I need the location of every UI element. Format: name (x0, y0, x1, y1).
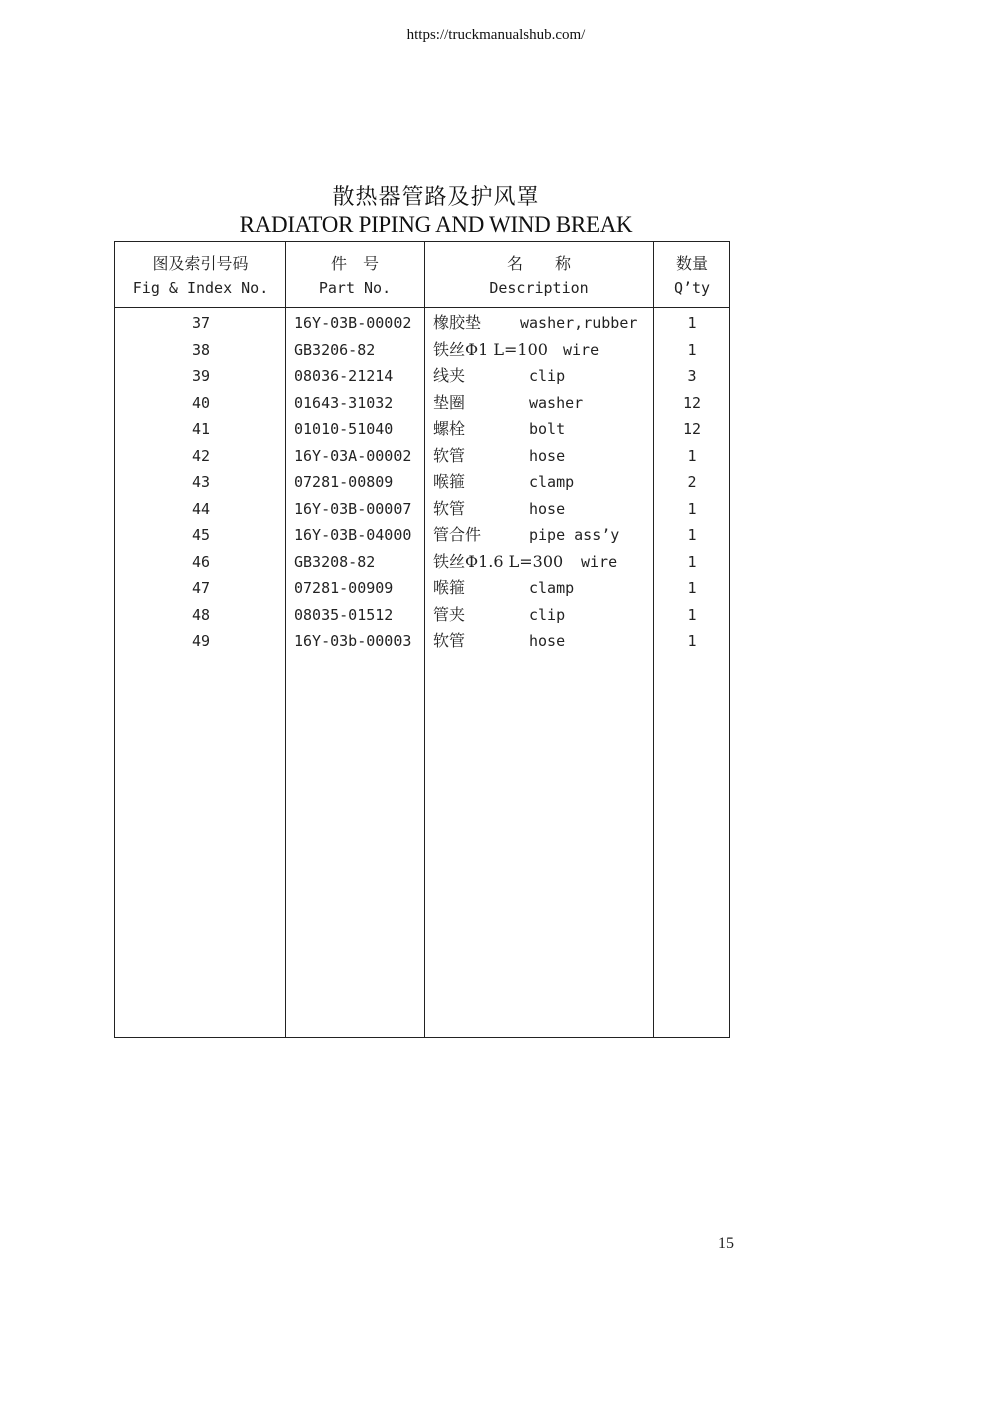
description-cn: 垫圈 (433, 392, 466, 412)
part-number: 16Y-03A-00002 (294, 446, 412, 465)
column-header-index-en: Fig & Index No. (132, 279, 269, 297)
quantity: 12 (682, 393, 702, 412)
table-row (0, 603, 992, 630)
index-number: 48 (191, 605, 211, 624)
index-number: 39 (191, 367, 211, 385)
description-cn: 喉箍 (433, 578, 466, 597)
index-number: 43 (191, 473, 211, 491)
description-en: clamp (529, 473, 575, 491)
part-number: 07281-00909 (294, 579, 394, 597)
description-cn: 管夹 (433, 604, 466, 624)
table-row (0, 364, 992, 391)
column-header-description (425, 251, 653, 301)
part-number: 01643-31032 (294, 393, 394, 412)
description-en: washer (529, 393, 584, 412)
part-number: 16Y-03B-04000 (294, 526, 412, 544)
part-number: 08035-01512 (294, 605, 394, 624)
table-row (0, 550, 992, 577)
description-en: clip (529, 605, 566, 624)
description-cn: 软管 (433, 498, 466, 518)
quantity: 1 (687, 579, 697, 597)
index-number: 46 (191, 552, 211, 571)
table-row (0, 311, 992, 338)
table-row (0, 523, 992, 550)
index-number: 41 (191, 420, 211, 438)
table-row (0, 470, 992, 497)
index-number: 47 (191, 579, 211, 597)
description-en: hose (529, 632, 566, 650)
description-en: clip (529, 367, 566, 385)
description-en: bolt (529, 420, 566, 438)
description-cn: 线夹 (433, 366, 466, 385)
description-en: wire (563, 340, 600, 359)
source-url: https://truckmanualshub.com/ (406, 27, 586, 43)
quantity: 1 (687, 632, 697, 650)
description-en: wire (581, 552, 618, 571)
description-cn: 铁丝Φ1 L=100 (433, 339, 548, 359)
quantity: 1 (687, 499, 697, 518)
page-title-chinese: 散热器管路及护风罩 (332, 185, 540, 210)
table-row (0, 497, 992, 524)
description-cn: 螺栓 (433, 419, 466, 438)
index-number: 45 (191, 526, 211, 544)
part-number: 16Y-03B-00007 (294, 499, 412, 518)
part-number: GB3206-82 (294, 340, 376, 359)
column-header-qty (654, 251, 730, 301)
column-header-qty-en: Q’ty (673, 279, 711, 297)
quantity: 1 (687, 526, 697, 544)
description-cn: 铁丝Φ1.6 L=300 (433, 551, 564, 571)
quantity: 1 (687, 314, 697, 332)
table-row (0, 576, 992, 603)
part-number: 08036-21214 (294, 367, 394, 385)
quantity: 2 (687, 473, 697, 491)
page-title-english: RADIATOR PIPING AND WIND BREAK (239, 212, 633, 237)
column-header-qty-cn: 数量 (675, 254, 708, 273)
description-en: hose (529, 499, 566, 518)
description-cn: 软管 (433, 445, 466, 465)
part-number: 01010-51040 (294, 420, 394, 438)
description-en: hose (529, 446, 566, 465)
part-number: 07281-00809 (294, 473, 394, 491)
column-header-description-en: Description (489, 279, 589, 297)
index-number: 37 (191, 314, 211, 332)
quantity: 1 (687, 552, 697, 571)
quantity: 3 (687, 367, 697, 385)
part-number: 16Y-03b-00003 (294, 632, 412, 650)
description-en: pipe ass’y (529, 526, 620, 544)
part-number: GB3208-82 (294, 552, 376, 571)
quantity: 1 (687, 605, 697, 624)
page-number: 15 (718, 1235, 734, 1252)
description-cn: 橡胶垫 (433, 313, 482, 332)
table-row (0, 391, 992, 418)
description-en: clamp (529, 579, 575, 597)
column-header-description-cn: 名 称 (506, 254, 571, 273)
column-header-index-cn: 图及索引号码 (152, 254, 249, 273)
column-header-index (116, 251, 285, 301)
index-number: 44 (191, 499, 211, 518)
table-row (0, 444, 992, 471)
column-header-part-cn: 件 号 (330, 254, 379, 273)
description-cn: 喉箍 (433, 472, 466, 491)
index-number: 40 (191, 393, 211, 412)
index-number: 42 (191, 446, 211, 465)
index-number: 49 (191, 632, 211, 650)
part-number: 16Y-03B-00002 (294, 314, 412, 332)
header-divider (114, 307, 730, 308)
column-header-part (286, 251, 424, 301)
description-cn: 软管 (433, 631, 466, 650)
table-row (0, 629, 992, 656)
quantity: 12 (682, 420, 702, 438)
description-cn: 管合件 (433, 525, 482, 544)
table-row (0, 338, 992, 365)
table-row (0, 417, 992, 444)
index-number: 38 (191, 340, 211, 359)
description-en: washer,rubber (520, 314, 638, 332)
quantity: 1 (687, 340, 697, 359)
column-header-part-en: Part No. (318, 279, 392, 297)
quantity: 1 (687, 446, 697, 465)
